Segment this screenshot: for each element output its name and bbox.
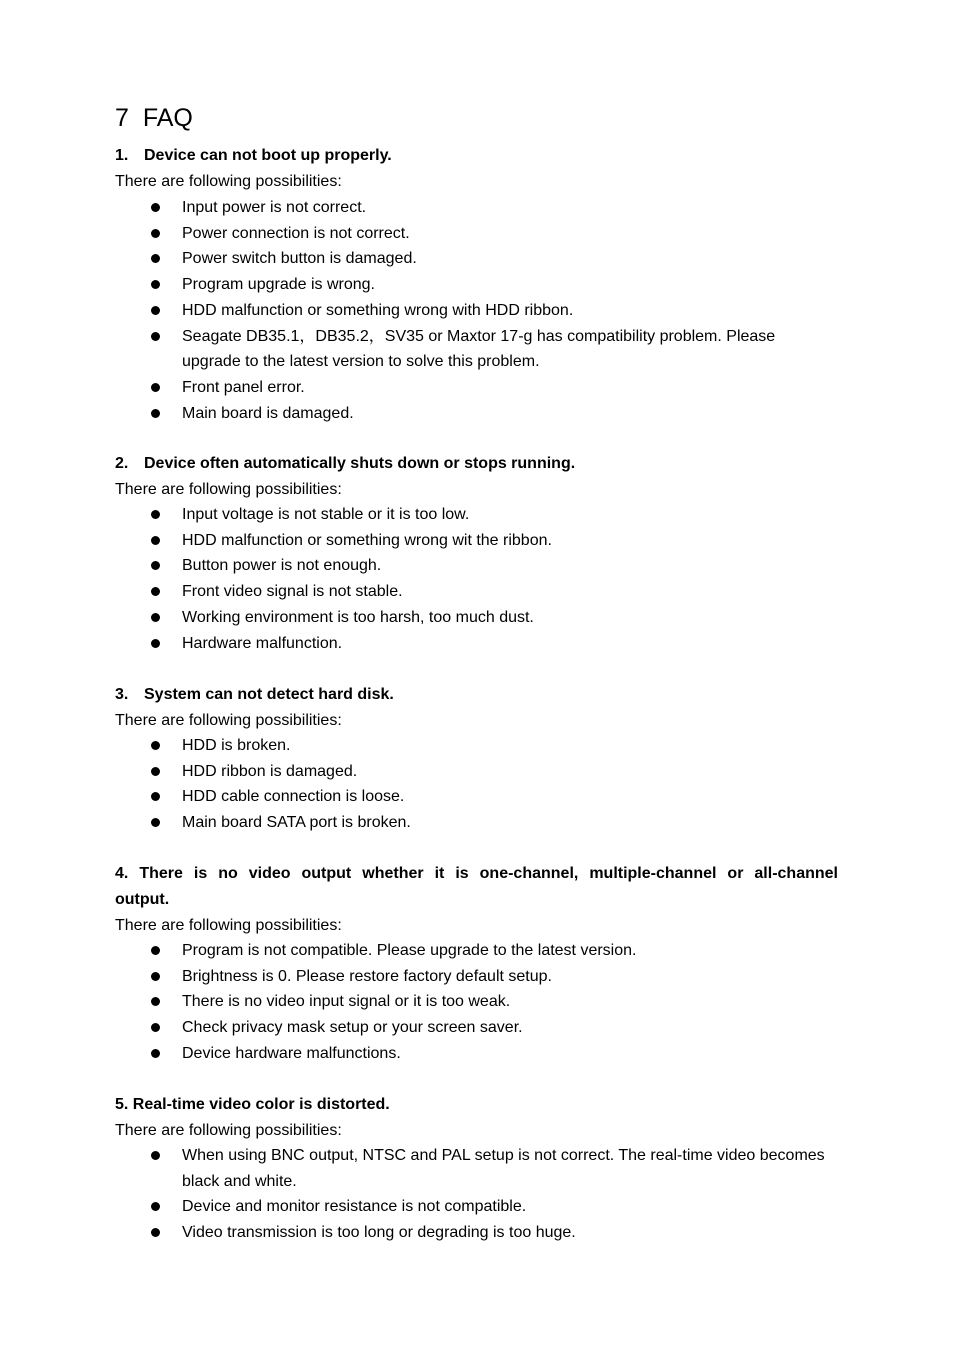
list-item-text: Input power is not correct. bbox=[182, 199, 367, 216]
bullet-icon bbox=[151, 639, 160, 648]
list-item-text: Program upgrade is wrong. bbox=[182, 276, 375, 294]
list-item-text: There is no video input signal or it is too weak. bbox=[182, 993, 511, 1011]
bullet-icon bbox=[151, 1202, 160, 1211]
list-item-text: Main board is damaged. bbox=[182, 404, 354, 422]
list-item-text: HDD ribbon is damaged. bbox=[182, 762, 358, 780]
list-item bbox=[148, 1194, 828, 1220]
list-item-text: Hardware malfunction. bbox=[182, 634, 343, 652]
faq-question-2-heading bbox=[115, 451, 575, 477]
list-item bbox=[148, 324, 828, 375]
bullet-icon bbox=[151, 536, 160, 545]
faq-question-3-number: 3. bbox=[115, 686, 129, 703]
list-item-text: Device and monitor resistance is not compatible. bbox=[182, 1198, 527, 1216]
list-item-text: Power switch button is damaged. bbox=[182, 250, 417, 268]
list-item-text: HDD is broken. bbox=[182, 737, 291, 754]
bullet-icon bbox=[151, 280, 160, 289]
faq-question-4-heading-line1 bbox=[115, 861, 838, 887]
bullet-icon bbox=[151, 306, 160, 315]
bullet-icon bbox=[151, 254, 160, 263]
chapter-number: 7 bbox=[115, 104, 129, 132]
bullet-icon bbox=[151, 587, 160, 596]
list-item-text: Front video signal is not stable. bbox=[182, 583, 403, 601]
faq-question-2-list bbox=[148, 502, 828, 656]
list-item-text: Device hardware malfunctions. bbox=[182, 1044, 401, 1062]
list-item bbox=[148, 502, 828, 528]
faq-question-5-intro: There are following possibilities: bbox=[115, 1122, 342, 1139]
bullet-icon bbox=[151, 1049, 160, 1058]
list-item-text: When using BNC output, NTSC and PAL setup is not correct. The real-time video becomes black and white. bbox=[182, 1147, 825, 1190]
list-item bbox=[148, 605, 828, 631]
list-item bbox=[148, 759, 828, 785]
faq-question-2-intro: There are following possibilities: bbox=[115, 481, 342, 498]
faq-question-5-text: Real-time video color is distorted. bbox=[132, 1096, 390, 1113]
bullet-icon bbox=[151, 792, 160, 801]
list-item bbox=[148, 272, 828, 298]
faq-question-4-heading-line2: output. bbox=[115, 891, 170, 908]
list-item bbox=[148, 938, 828, 964]
chapter-title bbox=[115, 102, 193, 134]
faq-question-4-list bbox=[148, 938, 828, 1067]
list-item bbox=[148, 401, 828, 427]
bullet-icon bbox=[151, 510, 160, 519]
faq-question-4-number: 4. bbox=[115, 865, 129, 882]
bullet-icon bbox=[151, 946, 160, 955]
bullet-icon bbox=[151, 383, 160, 392]
list-item bbox=[148, 246, 828, 272]
bullet-icon bbox=[151, 613, 160, 622]
list-item-text: HDD malfunction or something wrong with HDD ribbon. bbox=[182, 301, 574, 319]
bullet-icon bbox=[151, 561, 160, 570]
faq-question-4-heading bbox=[115, 861, 838, 913]
bullet-icon bbox=[151, 818, 160, 827]
list-item bbox=[148, 1220, 828, 1246]
faq-question-4-text: There is no video output whether it is one-channel, multiple-channel or all-channel bbox=[139, 865, 838, 882]
list-item bbox=[148, 1041, 828, 1067]
list-item bbox=[148, 375, 828, 401]
list-item bbox=[148, 579, 828, 605]
faq-question-2-text: Device often automatically shuts down or stops running. bbox=[144, 455, 576, 472]
bullet-icon bbox=[151, 1228, 160, 1237]
bullet-icon bbox=[151, 972, 160, 981]
bullet-icon bbox=[151, 997, 160, 1006]
faq-question-3-heading bbox=[115, 682, 394, 708]
faq-question-3-list bbox=[148, 733, 828, 836]
faq-question-5-heading bbox=[115, 1092, 390, 1118]
list-item bbox=[148, 553, 828, 579]
list-item-text: Check privacy mask setup or your screen saver. bbox=[182, 1019, 523, 1037]
list-item bbox=[148, 1143, 828, 1194]
list-item-text: Main board SATA port is broken. bbox=[182, 814, 411, 832]
list-item bbox=[148, 784, 828, 810]
list-item bbox=[148, 1015, 828, 1041]
list-item-text: Input voltage is not stable or it is too low. bbox=[182, 506, 470, 523]
list-item bbox=[148, 964, 828, 990]
list-item-text: Button power is not enough. bbox=[182, 557, 382, 575]
bullet-icon bbox=[151, 332, 160, 341]
faq-question-4-intro: There are following possibilities: bbox=[115, 917, 342, 934]
faq-question-1-intro: There are following possibilities: bbox=[115, 173, 342, 190]
list-item bbox=[148, 221, 828, 247]
bullet-icon bbox=[151, 203, 160, 212]
list-item-text: Program is not compatible. Please upgrade to the latest version. bbox=[182, 942, 637, 959]
list-item bbox=[148, 298, 828, 324]
bullet-icon bbox=[151, 1151, 160, 1160]
list-item bbox=[148, 733, 828, 759]
chapter-title-text: FAQ bbox=[142, 104, 193, 132]
bullet-icon bbox=[151, 741, 160, 750]
faq-question-1-heading bbox=[115, 143, 392, 169]
faq-question-2-number: 2. bbox=[115, 455, 129, 472]
faq-question-3-intro: There are following possibilities: bbox=[115, 712, 342, 729]
list-item-text: HDD cable connection is loose. bbox=[182, 788, 405, 806]
faq-question-3-text: System can not detect hard disk. bbox=[144, 686, 394, 703]
list-item-text: Brightness is 0. Please restore factory default setup. bbox=[182, 967, 552, 985]
list-item-text: Working environment is too harsh, too much dust. bbox=[182, 608, 534, 626]
list-item bbox=[148, 810, 828, 836]
list-item-text: HDD malfunction or something wrong wit the ribbon. bbox=[182, 531, 552, 549]
faq-question-1-number: 1. bbox=[115, 147, 129, 164]
faq-question-5-list bbox=[148, 1143, 828, 1246]
list-item bbox=[148, 528, 828, 554]
faq-question-1-text: Device can not boot up properly. bbox=[144, 147, 392, 164]
bullet-icon bbox=[151, 1023, 160, 1032]
list-item-text: Seagate DB35.1，DB35.2，SV35 or Maxtor 17-g has compatibility problem. Please upgrade to the latest version to solve this problem. bbox=[182, 327, 776, 371]
list-item bbox=[148, 631, 828, 657]
bullet-icon bbox=[151, 229, 160, 238]
list-item-text: Front panel error. bbox=[182, 378, 305, 396]
list-item-text: Video transmission is too long or degrading is too huge. bbox=[182, 1224, 576, 1242]
faq-question-1-list bbox=[148, 195, 828, 426]
list-item-text: Power connection is not correct. bbox=[182, 224, 410, 242]
bullet-icon bbox=[151, 409, 160, 418]
faq-question-5-number: 5. bbox=[115, 1096, 129, 1113]
bullet-icon bbox=[151, 767, 160, 776]
list-item bbox=[148, 195, 828, 221]
list-item bbox=[148, 989, 828, 1015]
